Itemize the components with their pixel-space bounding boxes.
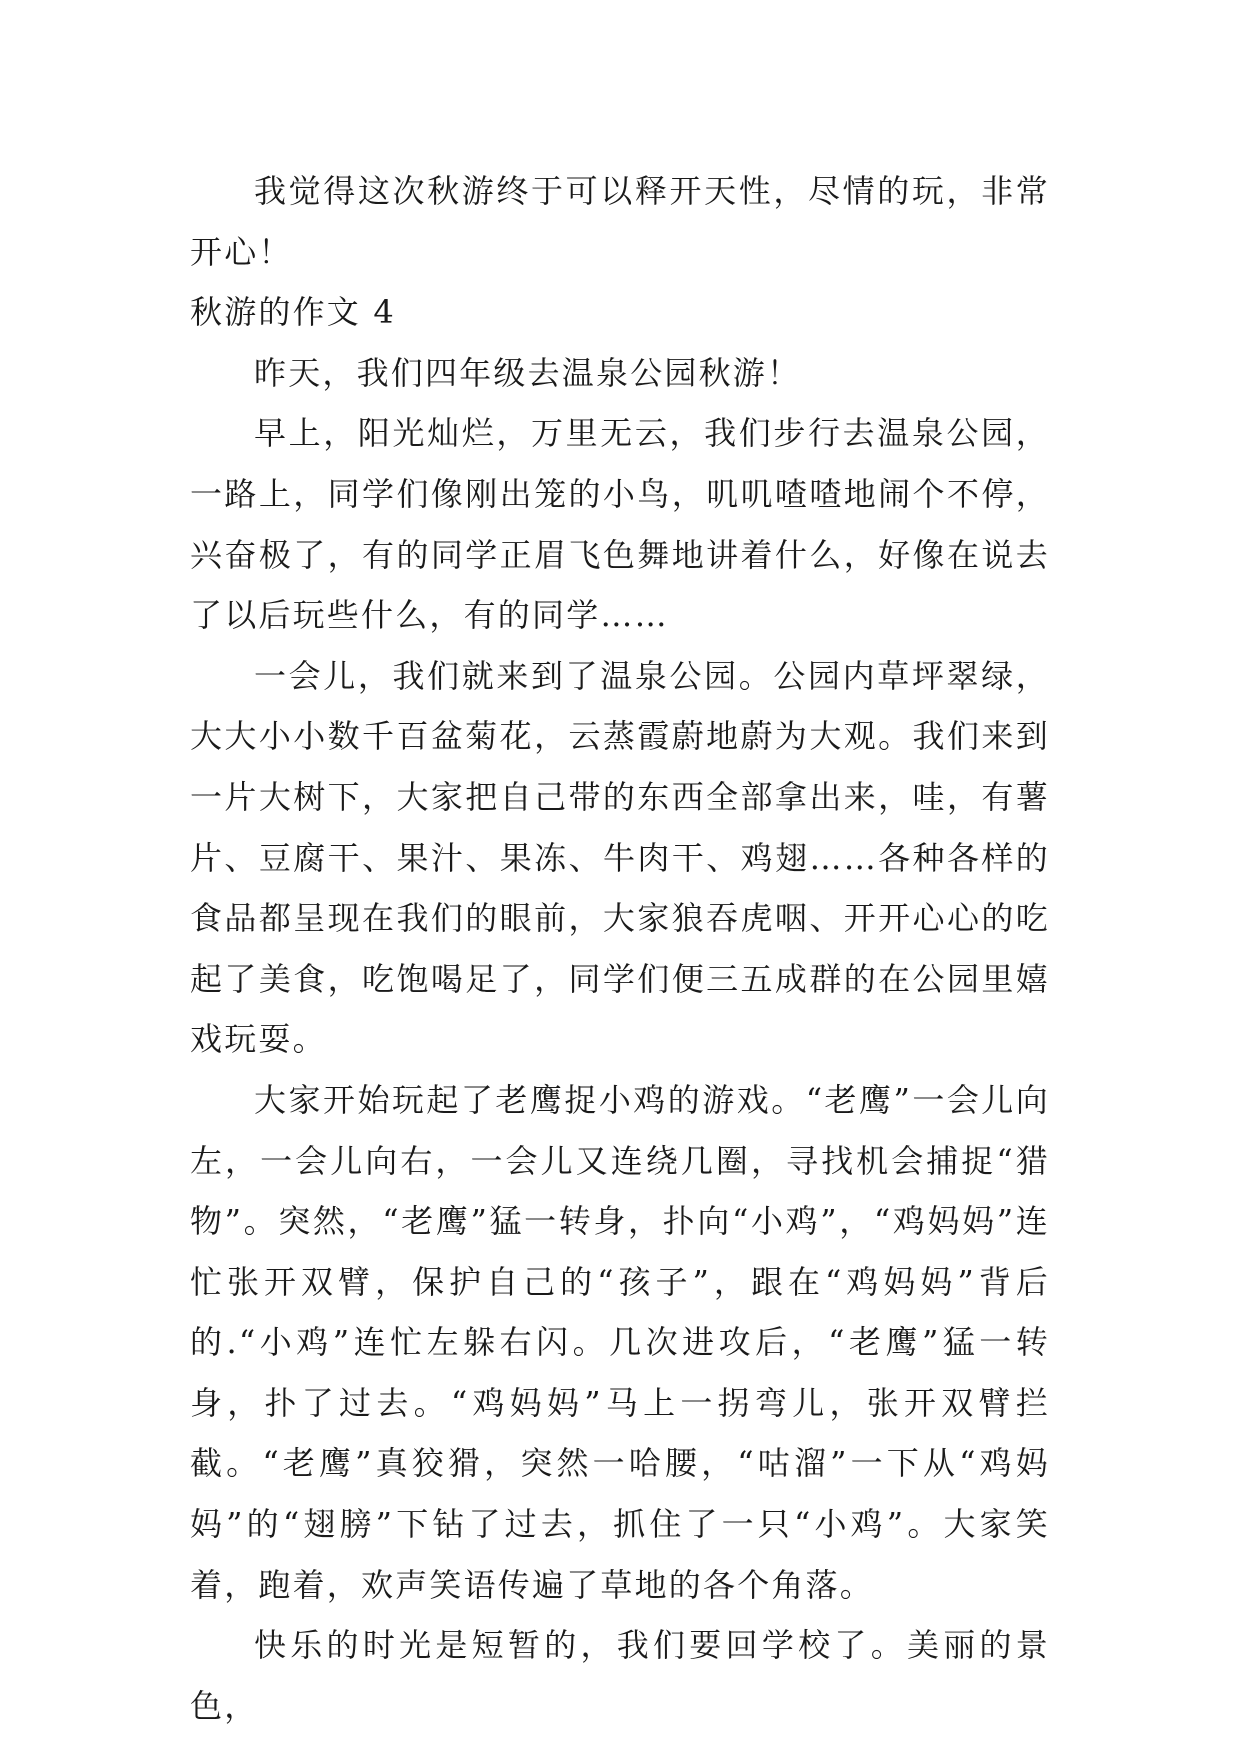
paragraph-game: 大家开始玩起了老鹰捉小鸡的游戏。“老鹰”一会儿向左，一会儿向右，一会儿又连绕几圈，寻找机会捕捉“猎物”。突然，“老鹰”猛一转身，扑向“小鸡”，“鸡妈妈”连忙张开双臂，保护自己的“孩子”，跟在“鸡妈妈”背后的.“小鸡”连忙左躲右闪。几次进攻后，“老鹰”猛一转身，扑了过去。“鸡妈妈”马上一拐弯儿，张开双臂拦截。“老鹰”真狡猾，突然一哈腰，“咕溜”一下从“鸡妈妈”的“翅膀”下钻了过去，抓住了一只“小鸡”。大家笑着，跑着，欢声笑语传遍了草地的各个角落。 bbox=[190, 1080, 1050, 1604]
paragraph-closing-previous: 我觉得这次秋游终于可以释开天性，尽情的玩，非常开心！ bbox=[190, 172, 1050, 271]
paragraph-ending: 快乐的时光是短暂的，我们要回学校了。美丽的景色， bbox=[190, 1626, 1050, 1725]
paragraph-park: 一会儿，我们就来到了温泉公园。公园内草坪翠绿，大大小小数千百盆菊花，云蒸霞蔚地蔚为大观。我们来到一片大树下，大家把自己带的东西全部拿出来，哇，有薯片、豆腐干、果汁、果冻、牛肉干、鸡翅……各种各样的食品都呈现在我们的眼前，大家狼吞虎咽、开开心心的吃起了美食，吃饱喝足了，同学们便三五成群的在公园里嬉戏玩耍。 bbox=[190, 656, 1050, 1059]
essay-heading: 秋游的作文 4 bbox=[190, 293, 396, 332]
paragraph-morning: 早上，阳光灿烂，万里无云，我们步行去温泉公园，一路上，同学们像刚出笼的小鸟，叽叽喳喳地闹个不停，兴奋极了，有的同学正眉飞色舞地讲着什么，好像在说去了以后玩些什么，有的同学…… bbox=[190, 414, 1050, 635]
paragraph-intro: 昨天，我们四年级去温泉公园秋游！ bbox=[254, 353, 802, 392]
document-body bbox=[190, 161, 1050, 1736]
